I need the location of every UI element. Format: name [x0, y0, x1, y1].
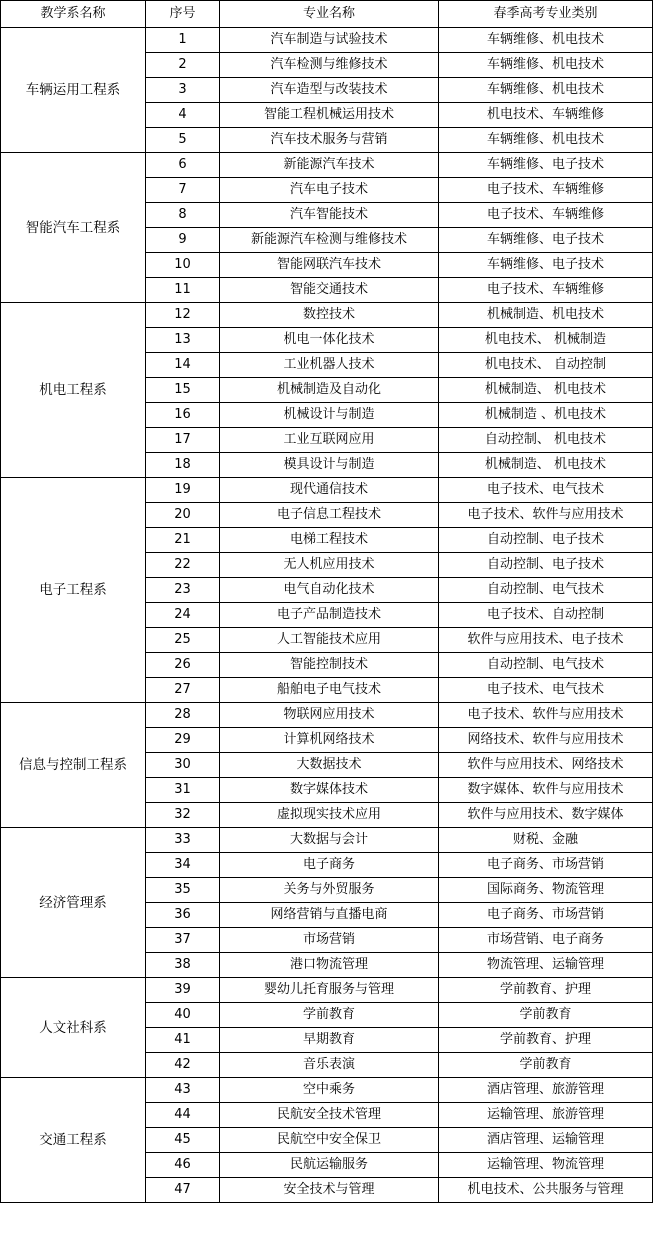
major-cell: 市场营销	[220, 928, 439, 953]
major-cell: 工业机器人技术	[220, 353, 439, 378]
seq-cell: 43	[146, 1078, 220, 1103]
table-row	[1, 828, 653, 853]
category-cell: 电子技术、车辆维修	[439, 278, 653, 303]
seq-cell: 21	[146, 528, 220, 553]
category-cell: 机电技术、车辆维修	[439, 103, 653, 128]
major-cell: 虚拟现实技术应用	[220, 803, 439, 828]
seq-cell: 38	[146, 953, 220, 978]
category-cell: 数字媒体、软件与应用技术	[439, 778, 653, 803]
seq-cell: 33	[146, 828, 220, 853]
major-cell: 汽车技术服务与营销	[220, 128, 439, 153]
category-cell: 车辆维修、机电技术	[439, 28, 653, 53]
category-cell: 电子技术、车辆维修	[439, 203, 653, 228]
major-cell: 智能交通技术	[220, 278, 439, 303]
seq-cell: 9	[146, 228, 220, 253]
category-cell: 物流管理、运输管理	[439, 953, 653, 978]
category-cell: 机械制造 、机电技术	[439, 403, 653, 428]
major-cell: 大数据技术	[220, 753, 439, 778]
major-cell: 智能工程机械运用技术	[220, 103, 439, 128]
seq-cell: 18	[146, 453, 220, 478]
category-cell: 学前教育、护理	[439, 1028, 653, 1053]
seq-cell: 36	[146, 903, 220, 928]
category-cell: 学前教育	[439, 1003, 653, 1028]
seq-cell: 3	[146, 78, 220, 103]
major-cell: 无人机应用技术	[220, 553, 439, 578]
category-cell: 电子技术、软件与应用技术	[439, 703, 653, 728]
department-cell: 人文社科系	[1, 978, 146, 1078]
seq-cell: 13	[146, 328, 220, 353]
seq-cell: 37	[146, 928, 220, 953]
seq-cell: 17	[146, 428, 220, 453]
major-cell: 数字媒体技术	[220, 778, 439, 803]
category-cell: 酒店管理、运输管理	[439, 1128, 653, 1153]
seq-cell: 41	[146, 1028, 220, 1053]
major-cell: 大数据与会计	[220, 828, 439, 853]
category-cell: 自动控制、电气技术	[439, 578, 653, 603]
major-cell: 音乐表演	[220, 1053, 439, 1078]
category-cell: 车辆维修、机电技术	[439, 53, 653, 78]
category-cell: 车辆维修、电子技术	[439, 153, 653, 178]
category-cell: 国际商务、物流管理	[439, 878, 653, 903]
major-cell: 安全技术与管理	[220, 1178, 439, 1203]
header-major: 专业名称	[220, 1, 439, 28]
major-cell: 早期教育	[220, 1028, 439, 1053]
category-cell: 运输管理、旅游管理	[439, 1103, 653, 1128]
category-cell: 机电技术、 自动控制	[439, 353, 653, 378]
category-cell: 学前教育、护理	[439, 978, 653, 1003]
seq-cell: 11	[146, 278, 220, 303]
seq-cell: 25	[146, 628, 220, 653]
category-cell: 机械制造、机电技术	[439, 303, 653, 328]
category-cell: 机械制造、 机电技术	[439, 378, 653, 403]
category-cell: 电子商务、市场营销	[439, 853, 653, 878]
seq-cell: 16	[146, 403, 220, 428]
category-cell: 电子技术、车辆维修	[439, 178, 653, 203]
seq-cell: 14	[146, 353, 220, 378]
major-cell: 电气自动化技术	[220, 578, 439, 603]
major-cell: 港口物流管理	[220, 953, 439, 978]
major-cell: 机电一体化技术	[220, 328, 439, 353]
major-cell: 计算机网络技术	[220, 728, 439, 753]
table-row	[1, 28, 653, 53]
category-cell: 车辆维修、机电技术	[439, 78, 653, 103]
major-cell: 物联网应用技术	[220, 703, 439, 728]
major-cell: 汽车智能技术	[220, 203, 439, 228]
major-cell: 民航运输服务	[220, 1153, 439, 1178]
header-dept: 教学系名称	[1, 1, 146, 28]
seq-cell: 31	[146, 778, 220, 803]
department-cell: 电子工程系	[1, 478, 146, 703]
table-row	[1, 303, 653, 328]
major-cell: 汽车制造与试验技术	[220, 28, 439, 53]
department-cell: 智能汽车工程系	[1, 153, 146, 303]
category-cell: 车辆维修、电子技术	[439, 253, 653, 278]
major-cell: 民航空中安全保卫	[220, 1128, 439, 1153]
major-cell: 学前教育	[220, 1003, 439, 1028]
table-row	[1, 153, 653, 178]
major-cell: 电梯工程技术	[220, 528, 439, 553]
category-cell: 电子商务、市场营销	[439, 903, 653, 928]
header-row	[1, 1, 653, 28]
seq-cell: 28	[146, 703, 220, 728]
table-row	[1, 703, 653, 728]
category-cell: 机电技术、 机械制造	[439, 328, 653, 353]
major-cell: 电子信息工程技术	[220, 503, 439, 528]
table-body	[1, 28, 653, 1203]
major-cell: 汽车检测与维修技术	[220, 53, 439, 78]
category-cell: 软件与应用技术、电子技术	[439, 628, 653, 653]
category-cell: 自动控制、电子技术	[439, 528, 653, 553]
seq-cell: 19	[146, 478, 220, 503]
major-cell: 空中乘务	[220, 1078, 439, 1103]
seq-cell: 23	[146, 578, 220, 603]
category-cell: 学前教育	[439, 1053, 653, 1078]
major-cell: 网络营销与直播电商	[220, 903, 439, 928]
major-cell: 机械设计与制造	[220, 403, 439, 428]
seq-cell: 15	[146, 378, 220, 403]
seq-cell: 12	[146, 303, 220, 328]
major-cell: 机械制造及自动化	[220, 378, 439, 403]
seq-cell: 47	[146, 1178, 220, 1203]
category-cell: 电子技术、软件与应用技术	[439, 503, 653, 528]
category-cell: 网络技术、软件与应用技术	[439, 728, 653, 753]
seq-cell: 20	[146, 503, 220, 528]
major-cell: 汽车造型与改装技术	[220, 78, 439, 103]
seq-cell: 40	[146, 1003, 220, 1028]
seq-cell: 1	[146, 28, 220, 53]
category-cell: 自动控制、电气技术	[439, 653, 653, 678]
seq-cell: 45	[146, 1128, 220, 1153]
major-cell: 民航安全技术管理	[220, 1103, 439, 1128]
category-cell: 机械制造、 机电技术	[439, 453, 653, 478]
major-cell: 现代通信技术	[220, 478, 439, 503]
seq-cell: 8	[146, 203, 220, 228]
major-cell: 智能控制技术	[220, 653, 439, 678]
category-cell: 机电技术、公共服务与管理	[439, 1178, 653, 1203]
category-cell: 财税、金融	[439, 828, 653, 853]
department-cell: 信息与控制工程系	[1, 703, 146, 828]
seq-cell: 10	[146, 253, 220, 278]
seq-cell: 5	[146, 128, 220, 153]
major-cell: 电子产品制造技术	[220, 603, 439, 628]
seq-cell: 32	[146, 803, 220, 828]
category-cell: 自动控制、 机电技术	[439, 428, 653, 453]
major-cell: 船舶电子电气技术	[220, 678, 439, 703]
seq-cell: 4	[146, 103, 220, 128]
category-cell: 车辆维修、机电技术	[439, 128, 653, 153]
seq-cell: 46	[146, 1153, 220, 1178]
department-cell: 交通工程系	[1, 1078, 146, 1203]
major-cell: 新能源汽车技术	[220, 153, 439, 178]
category-cell: 电子技术、自动控制	[439, 603, 653, 628]
category-cell: 自动控制、电子技术	[439, 553, 653, 578]
table-row	[1, 978, 653, 1003]
seq-cell: 2	[146, 53, 220, 78]
major-cell: 智能网联汽车技术	[220, 253, 439, 278]
major-cell: 数控技术	[220, 303, 439, 328]
seq-cell: 24	[146, 603, 220, 628]
category-cell: 运输管理、物流管理	[439, 1153, 653, 1178]
major-cell: 电子商务	[220, 853, 439, 878]
seq-cell: 34	[146, 853, 220, 878]
major-cell: 工业互联网应用	[220, 428, 439, 453]
seq-cell: 30	[146, 753, 220, 778]
seq-cell: 29	[146, 728, 220, 753]
category-cell: 电子技术、电气技术	[439, 678, 653, 703]
header-seq: 序号	[146, 1, 220, 28]
header-category: 春季高考专业类别	[439, 1, 653, 28]
category-cell: 酒店管理、旅游管理	[439, 1078, 653, 1103]
major-cell: 模具设计与制造	[220, 453, 439, 478]
table-row	[1, 478, 653, 503]
category-cell: 车辆维修、电子技术	[439, 228, 653, 253]
major-cell: 新能源汽车检测与维修技术	[220, 228, 439, 253]
seq-cell: 27	[146, 678, 220, 703]
table-row	[1, 1078, 653, 1103]
seq-cell: 26	[146, 653, 220, 678]
major-cell: 人工智能技术应用	[220, 628, 439, 653]
category-cell: 市场营销、电子商务	[439, 928, 653, 953]
seq-cell: 6	[146, 153, 220, 178]
seq-cell: 42	[146, 1053, 220, 1078]
category-cell: 软件与应用技术、数字媒体	[439, 803, 653, 828]
seq-cell: 35	[146, 878, 220, 903]
seq-cell: 44	[146, 1103, 220, 1128]
major-cell: 关务与外贸服务	[220, 878, 439, 903]
seq-cell: 7	[146, 178, 220, 203]
seq-cell: 39	[146, 978, 220, 1003]
department-cell: 经济管理系	[1, 828, 146, 978]
major-cell: 汽车电子技术	[220, 178, 439, 203]
seq-cell: 22	[146, 553, 220, 578]
category-cell: 电子技术、电气技术	[439, 478, 653, 503]
department-cell: 车辆运用工程系	[1, 28, 146, 153]
major-cell: 婴幼儿托育服务与管理	[220, 978, 439, 1003]
category-cell: 软件与应用技术、网络技术	[439, 753, 653, 778]
department-cell: 机电工程系	[1, 303, 146, 478]
